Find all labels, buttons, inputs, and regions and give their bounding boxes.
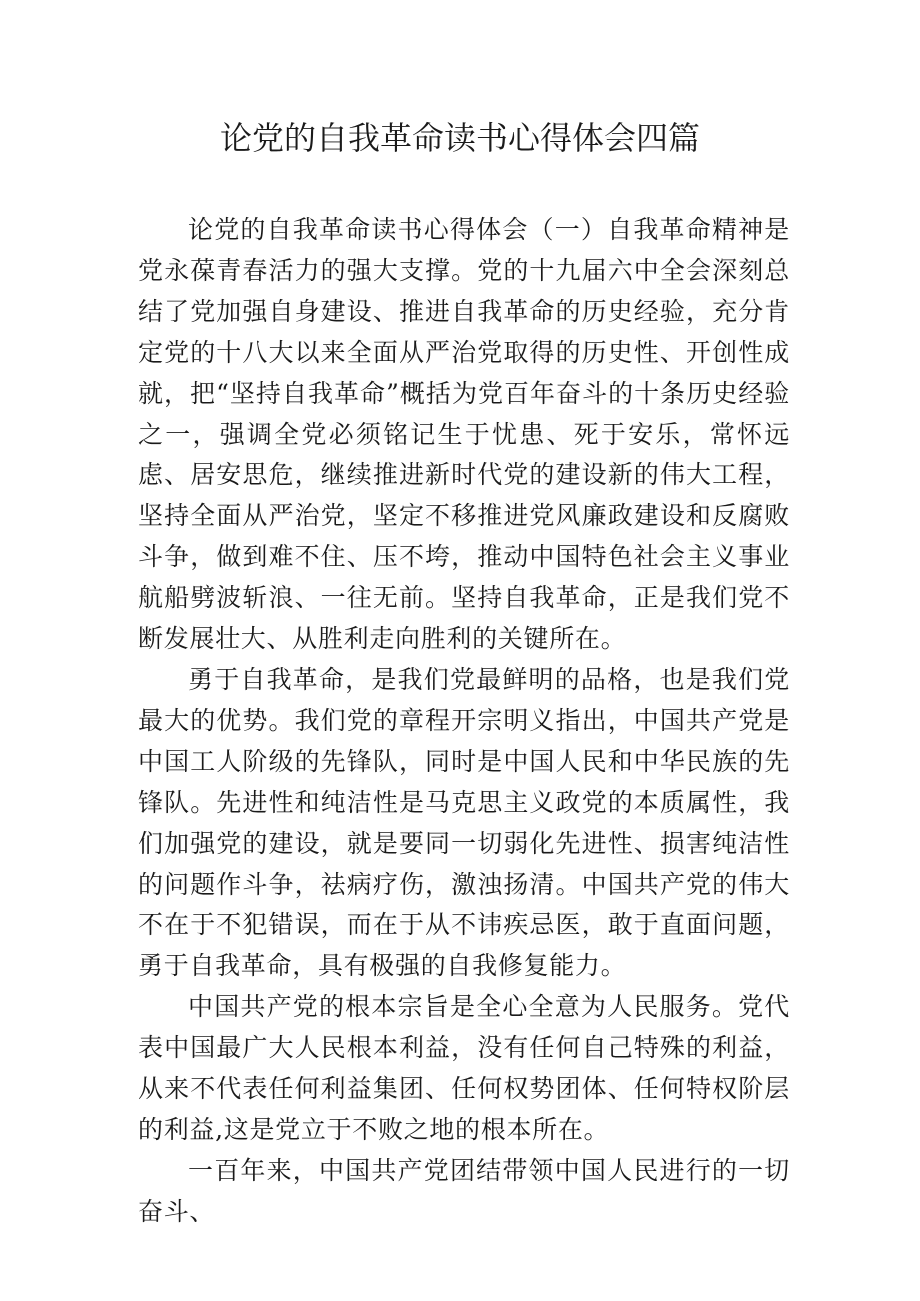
document-body xyxy=(138,210,790,1233)
paragraph: 论党的自我革命读书心得体会（一）自我革命精神是党永葆青春活力的强大支撑。党的十九届六中全会深刻总结了党加强自身建设、推进自我革命的历史经验，充分肯定党的十八大以来全面从严治党取得的历史性、开创性成就，把“坚持自我革命”概括为党百年奋斗的十条历史经验之一，强调全党必须铭记生于忧患、死于安乐，常怀远虑、居安思危，继续推进新时代党的建设新的伟大工程，坚持全面从严治党，坚定不移推进党风廉政建设和反腐败斗争，做到难不住、压不垮，推动中国特色社会主义事业航船劈波斩浪、一往无前。坚持自我革命，正是我们党不断发展壮大、从胜利走向胜利的关键所在。 xyxy=(138,215,790,654)
paragraph: 一百年来，中国共产党团结带领中国人民进行的一切奋斗、 xyxy=(138,1155,790,1226)
document-title: 论党的自我革命读书心得体会四篇 xyxy=(219,119,700,157)
paragraph: 勇于自我革命，是我们党最鲜明的品格，也是我们党最大的优势。我们党的章程开宗明义指出，中国共产党是中国工人阶级的先锋队，同时是中国人民和中华民族的先锋队。先进性和纯洁性是马克思主义政党的本质属性，我们加强党的建设，就是要同一切弱化先进性、损害纯洁性的问题作斗争，祛病疗伤，激浊扬清。中国共产党的伟大不在于不犯错误，而在于从不讳疾忌医，敢于直面问题，勇于自我革命，具有极强的自我修复能力。 xyxy=(138,664,790,981)
paragraph: 中国共产党的根本宗旨是全心全意为人民服务。党代表中国最广大人民根本利益，没有任何自己特殊的利益，从来不代表任何利益集团、任何权势团体、任何特权阶层的利益,这是党立于不败之地的根本所在。 xyxy=(138,992,790,1144)
